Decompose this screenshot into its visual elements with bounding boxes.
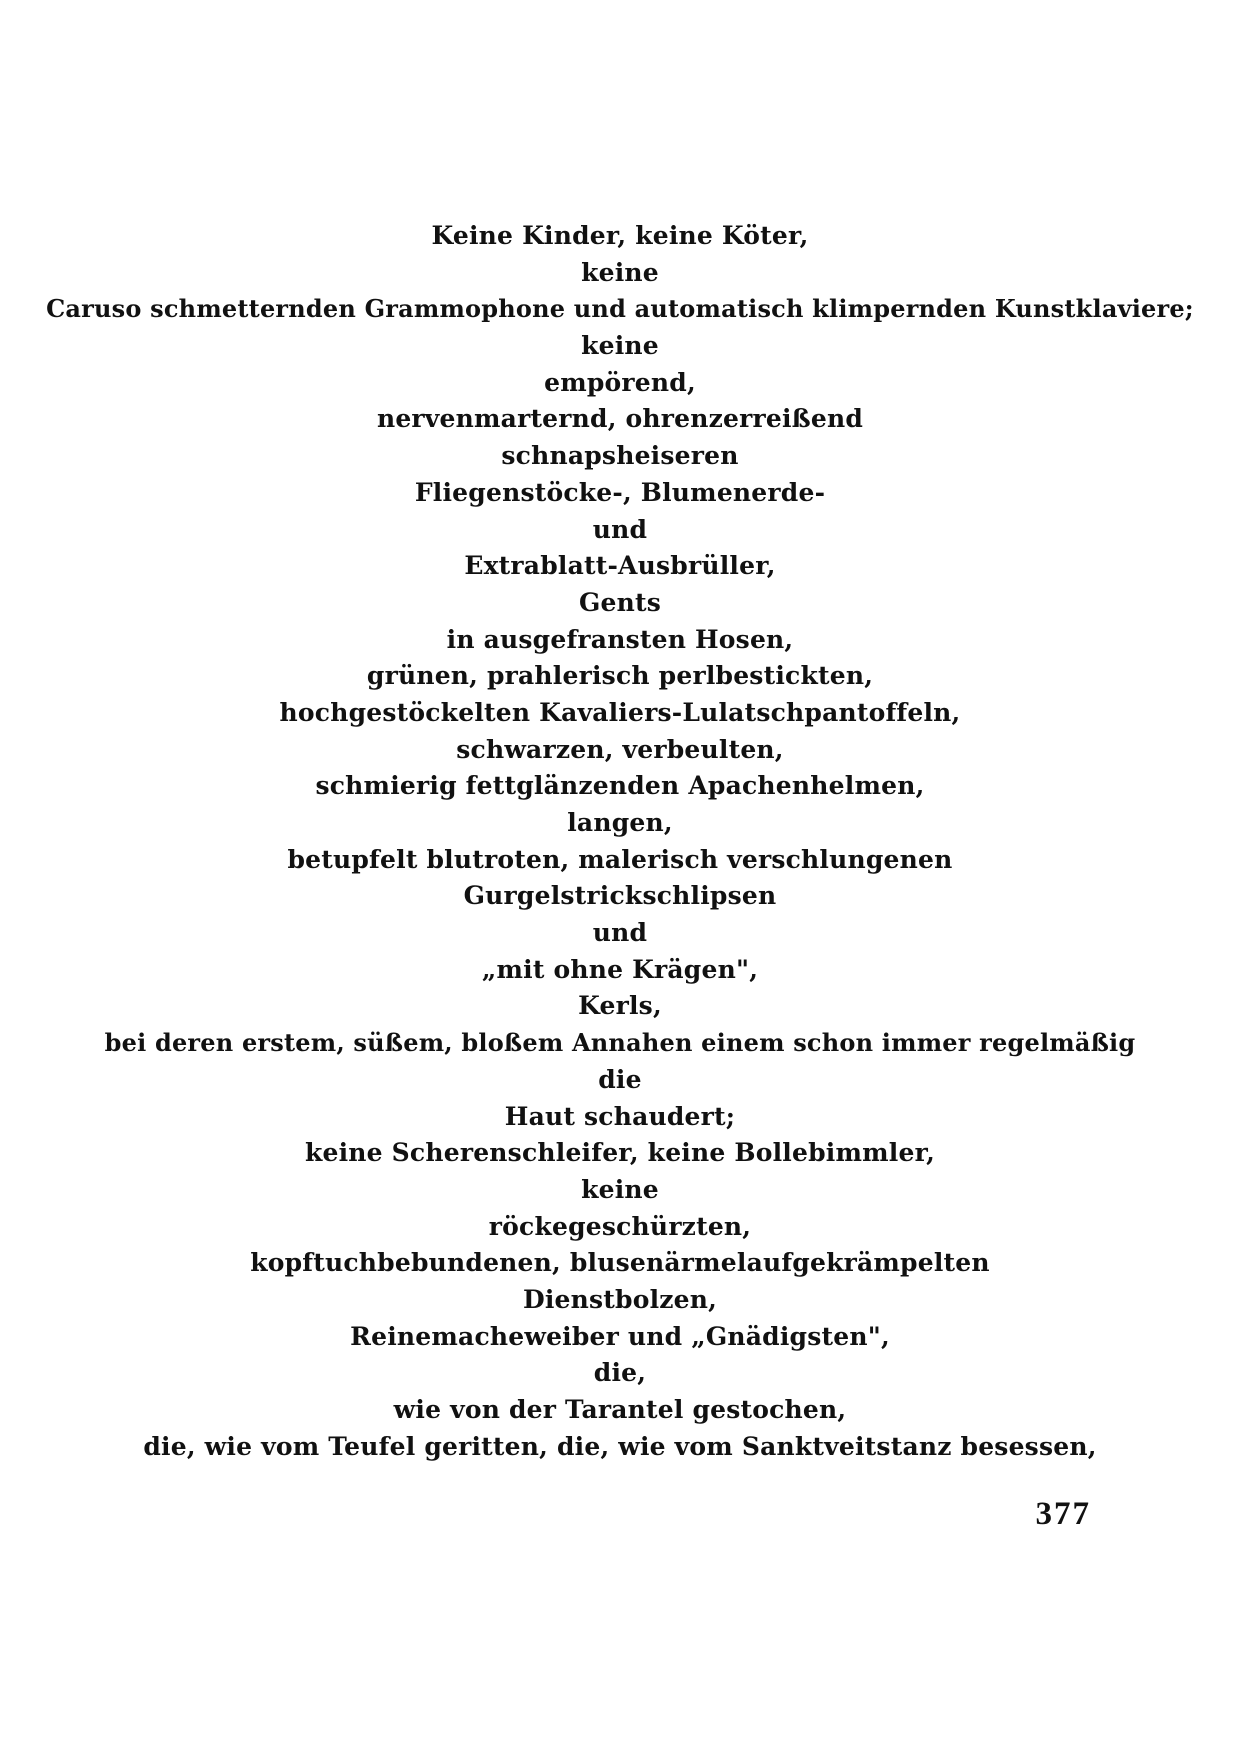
poem-line: Caruso schmetternden Grammophone und automatisch klimpernden Kunstklaviere; [46,294,1194,324]
poem-line: Dienstbolzen, [522,1284,718,1314]
poem-line: die, wie vom Teufel geritten, die, wie vom Sanktveitstanz besessen, [143,1431,1097,1461]
poem-line: keine [581,257,659,287]
poem-line: und [592,918,648,948]
poem-line: Kerls, [578,991,662,1021]
poem-line: röckegeschürzten, [488,1211,752,1241]
page-number: 377 [1035,1496,1091,1532]
poem-line: die, [593,1358,647,1388]
poem-line: keine [581,331,659,361]
poem-line: wie von der Tarantel gestochen, [393,1395,847,1424]
poem-line: keine [581,1174,659,1204]
poem-line: bei deren erstem, süßem, bloßem Annahen einem schon immer regelmäßig [104,1028,1136,1058]
poem-line: Extrablatt-Ausbrüller, [464,551,776,581]
poem-line: betupfelt blutroten, malerisch verschlungenen [287,844,953,874]
poem-line: schwarzen, verbeulten, [456,734,784,764]
poem-line: kopftuchbebundenen, blusenärmelaufgekrämpelten [250,1248,990,1278]
poem-line: empörend, [544,367,696,397]
poem-line: Gurgelstrickschlipsen [463,881,777,911]
poem-line: keine Scherenschleifer, keine Bollebimmler, [304,1138,936,1168]
poem-line: und [592,514,648,544]
poem-line: nervenmarternd, ohrenzerreißend [376,404,864,434]
poem-line: „mit ohne Krägen", [481,954,759,984]
poem-line: schmierig fettglänzenden Apachenhelmen, [315,771,925,801]
poem-line: Haut schaudert; [504,1101,736,1131]
poem-line: Fliegenstöcke-, Blumenerde- [414,477,826,507]
poem-line: hochgestöckelten Kavaliers-Lulatschpantoffeln, [279,697,961,727]
poem-line: Keine Kinder, keine Köter, [431,221,809,250]
poem-line: langen, [567,808,673,837]
poem-line: die [598,1064,642,1094]
poem-line: Gents [578,587,662,617]
poem-line: Reinemacheweiber und „Gnädigsten", [350,1321,890,1351]
poem-text-block [0,218,1241,1465]
poem-line: schnapsheiseren [501,441,739,471]
poem-line: grünen, prahlerisch perlbestickten, [366,661,874,691]
poem-line: in ausgefransten Hosen, [446,624,794,654]
